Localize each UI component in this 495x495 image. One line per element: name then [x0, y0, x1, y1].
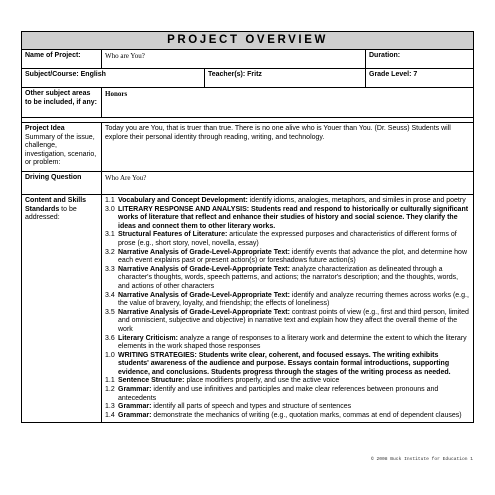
standard-item — [105, 197, 470, 206]
standard-text — [118, 335, 470, 352]
standard-description: identify and analyze recurring themes across works (e.g., the value of bravery, loyalty, and friendship; the effects of loneliness) — [118, 291, 469, 308]
subject-course-label: Subject/Course: English — [22, 69, 205, 88]
duration-label: Duration: — [366, 50, 474, 69]
grade-level-label: Grade Level: 7 — [366, 69, 474, 88]
standard-text — [118, 352, 470, 378]
standard-item — [105, 309, 470, 335]
standard-heading: Grammar: — [118, 411, 152, 419]
project-name-value: Who are You? — [102, 50, 366, 69]
standard-item — [105, 377, 470, 386]
standard-number: 3.2 — [105, 248, 115, 256]
standard-description: identify and use infinitives and participles and make clear references between pronouns and antecedents — [118, 386, 439, 402]
standard-item — [105, 292, 470, 309]
project-idea-label-cell — [22, 123, 102, 172]
standard-description: analyze characterization as delineated through a character's thoughts, words, speech patterns, and actions; the narrator's description; and the thoughts, words, and actions of other characters — [118, 265, 459, 290]
copyright-footer: © 2008 Buck Institute for Education 1 — [371, 457, 473, 462]
standard-number: 3.1 — [105, 231, 115, 239]
driving-question-text: Who Are You? — [102, 172, 474, 195]
standard-item — [105, 412, 470, 421]
standards-list — [102, 195, 474, 423]
standard-description: place modifiers properly, and use the active voice — [184, 377, 340, 385]
driving-question-label: Driving Question — [22, 172, 102, 195]
standard-text — [118, 206, 470, 232]
standard-item — [105, 335, 470, 352]
project-idea-text: Today you are You, that is truer than true. There is no one alive who is Youer than You. (Dr. Seuss) Students will explore their personal identity through reading, writing, and technology. — [102, 123, 474, 172]
standard-description: contrast points of view (e.g., first and third person, limited and omniscient, subjective and objective) in narrative text and explain how they affect the overall theme of the work — [118, 308, 469, 333]
standard-description: demonstrate the mechanics of writing (e.g., quotation marks, commas at end of dependent clauses) — [151, 411, 462, 419]
standard-heading: Narrative Analysis of Grade-Level-Appropriate Text: — [118, 308, 290, 316]
standard-text — [118, 386, 470, 403]
standard-number: 3.3 — [105, 265, 115, 273]
standard-number: 1.3 — [105, 403, 115, 411]
standard-item — [105, 206, 470, 232]
standard-item — [105, 231, 470, 248]
standard-number: 3.4 — [105, 291, 115, 299]
standard-heading: Grammar: — [118, 386, 152, 394]
standard-heading: WRITING STRATEGIES: Students write clear, coherent, and focused essays. The writing exhibits students' awareness of the audience and purpose. Essays contain formal introductions, supporting evidence, and conclusions. Students progress through the stages of the writing process as needed. — [118, 351, 451, 376]
project-name-label: Name of Project: — [22, 50, 102, 69]
standard-item — [105, 249, 470, 266]
standards-label-cell — [22, 195, 102, 423]
standard-item — [105, 386, 470, 403]
standard-heading: LITERARY RESPONSE AND ANALYSIS: Students read and respond to historically or culturally significant works of literature that reflect and enhance their studies of history and social science. They clarify the ideas and connect them to other literary works. — [118, 205, 469, 230]
standard-text — [118, 403, 470, 412]
standard-text — [118, 412, 470, 421]
standard-item — [105, 352, 470, 378]
project-idea-label: Project Idea — [25, 125, 65, 132]
standard-number: 1.0 — [105, 351, 115, 359]
standard-number: 1.2 — [105, 386, 115, 394]
standard-text — [118, 231, 470, 248]
page-title: PROJECT OVERVIEW — [22, 32, 474, 50]
project-overview-form — [21, 31, 473, 423]
standard-number: 3.5 — [105, 308, 115, 316]
standard-heading: Sentence Structure: — [118, 377, 185, 385]
standards-label: Content and Skills Standards — [25, 197, 87, 213]
standard-number: 3.6 — [105, 334, 115, 342]
standard-heading: Literary Criticism: — [118, 334, 178, 342]
standards-label-rest: to be addressed: — [25, 205, 77, 222]
standard-heading: Structural Features of Literature: — [118, 231, 228, 239]
standard-text — [118, 377, 470, 386]
standard-number: 1.4 — [105, 411, 115, 419]
standard-text — [118, 292, 470, 309]
other-subjects-value: Honors — [102, 88, 474, 118]
standard-item — [105, 403, 470, 412]
standard-description: articulate the expressed purposes and characteristics of different forms of prose (e.g., short story, novel, novella, essay) — [118, 231, 457, 247]
standard-heading: Vocabulary and Concept Development: — [118, 197, 248, 204]
teacher-label: Teacher(s): Fritz — [205, 69, 366, 88]
standard-heading: Grammar: — [118, 403, 152, 411]
standard-description: identify events that advance the plot, and determine how each event explains past or present action(s) or foreshadows future action(s) — [118, 248, 467, 265]
standard-heading: Narrative Analysis of Grade-Level-Appropriate Text: — [118, 248, 290, 256]
standard-description: identify all parts of speech and types and structure of sentences — [151, 403, 352, 411]
standard-text — [118, 197, 470, 206]
standard-item — [105, 266, 470, 292]
standard-heading: Narrative Analysis of Grade-Level-Appropriate Text: — [118, 265, 290, 273]
standard-description: analyze a range of responses to a literary work and determine the extent to which the literary elements in the work shaped those responses — [118, 334, 467, 351]
other-subjects-label: Other subject areas to be included, if any: — [22, 88, 102, 118]
standard-number: 1.1 — [105, 197, 115, 204]
overview-table — [21, 31, 474, 423]
standard-text — [118, 266, 470, 292]
standard-number: 3.0 — [105, 205, 115, 213]
standard-number: 1.1 — [105, 377, 115, 385]
standard-heading: Narrative Analysis of Grade-Level-Appropriate Text: — [118, 291, 290, 299]
project-idea-sublabel: Summary of the issue, challenge, investigation, scenario, or problem: — [25, 133, 97, 167]
standard-description: identify idioms, analogies, metaphors, and similes in prose and poetry — [247, 197, 466, 204]
standard-text — [118, 309, 470, 335]
standard-text — [118, 249, 470, 266]
